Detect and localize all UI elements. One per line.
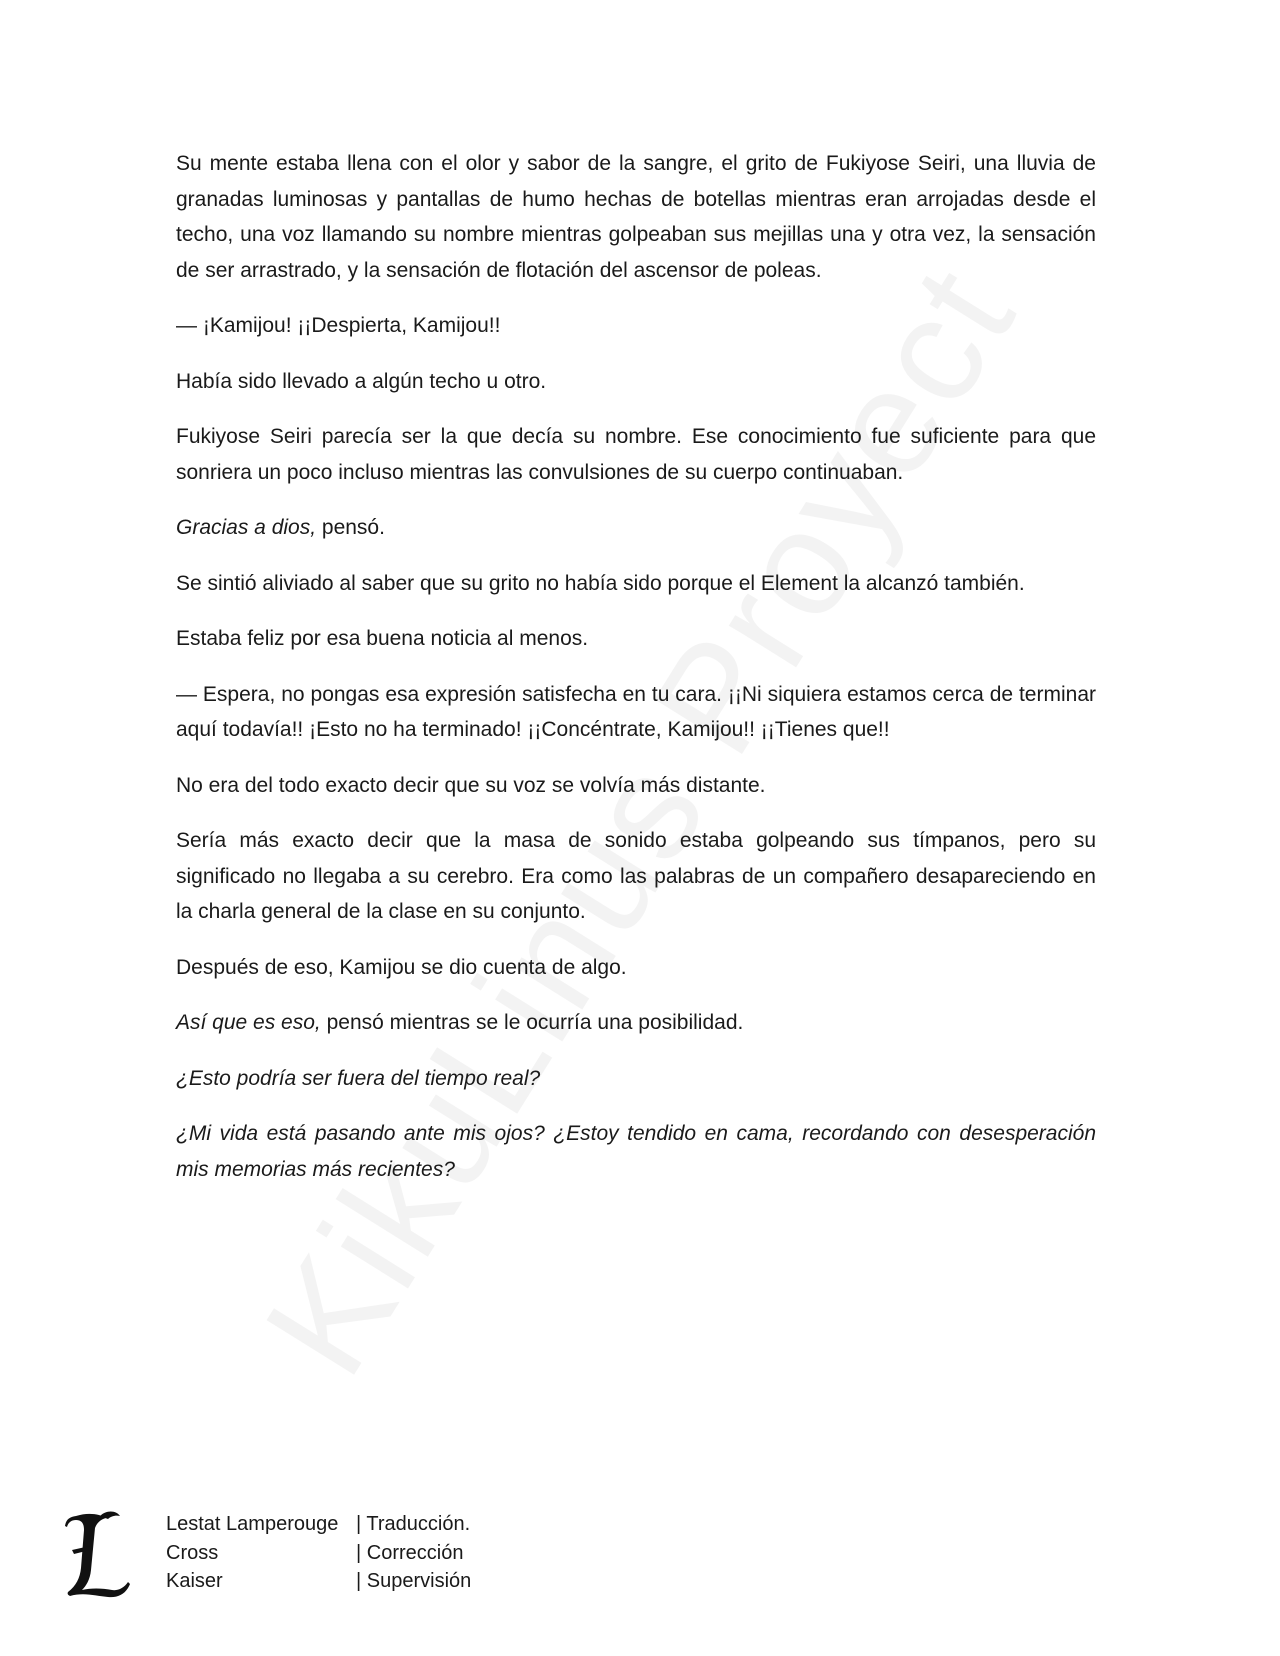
credit-role: | Supervisión (356, 1570, 472, 1592)
paragraph-rest: pensó mientras se le ocurría una posibilidad. (320, 1011, 744, 1034)
paragraph: — Espera, no pongas esa expresión satisfecha en tu cara. ¡¡Ni siquiera estamos cerca de terminar aquí todavía!! ¡Esto no ha terminado! ¡¡Concéntrate, Kamijou!! ¡¡Tienes que!! (176, 682, 1096, 741)
credit-row (166, 1510, 471, 1539)
paragraph: Su mente estaba llena con el olor y sabor de la sangre, el grito de Fukiyose Seiri, una lluvia de granadas luminosas y pantallas de humo hechas de botellas mientras eran arrojadas desde el techo, una voz llamando su nombre mientras golpeaban sus mejillas una y otra vez, la sensación de ser arrastrado, y la sensación de flotación del ascensor de poleas. (176, 152, 1096, 282)
body-text (176, 146, 1096, 1207)
paragraph: Sería más exacto decir que la masa de sonido estaba golpeando sus tímpanos, pero su significado no llegaba a su cerebro. Era como las palabras de un compañero desapareciendo en la charla general de la clase en su conjunto. (176, 829, 1096, 923)
italic-phrase: Así que es eso, (176, 1011, 321, 1034)
credit-row (166, 1539, 471, 1568)
paragraph: No era del todo exacto decir que su voz se volvía más distante. (176, 773, 766, 797)
paragraph (176, 1005, 1096, 1041)
credit-row (166, 1567, 471, 1596)
paragraph: Había sido llevado a algún techo u otro. (176, 369, 547, 393)
credit-role: | Corrección (356, 1541, 464, 1564)
credit-name: Cross (166, 1541, 219, 1564)
paragraph: Después de eso, Kamijou se dio cuenta de algo. (176, 955, 627, 979)
paragraph: Estaba feliz por esa buena noticia al menos. (176, 627, 589, 650)
footer (62, 1510, 562, 1610)
credits-list (166, 1510, 471, 1596)
credit-role: | Traducción. (356, 1513, 471, 1535)
paragraph: — ¡Kamijou! ¡¡Despierta, Kamijou!! (176, 314, 501, 337)
paragraph: Se sintió aliviado al saber que su grito no había sido porque el Element la alcanzó también. (176, 571, 1025, 595)
paragraph-rest: pensó. (316, 516, 385, 539)
paragraph: ¿Esto podría ser fuera del tiempo real? (176, 1066, 541, 1090)
paragraph (176, 510, 1096, 546)
credit-name: Kaiser (166, 1570, 223, 1592)
paragraph: Fukiyose Seiri parecía ser la que decía su nombre. Ese conocimiento fue suficiente para que sonriera un poco incluso mientras las convulsiones de su cuerpo continuaban. (176, 425, 1096, 484)
paragraph: ¿Mi vida está pasando ante mis ojos? ¿Estoy tendido en cama, recordando con desesperación mis memorias más recientes? (176, 1122, 1096, 1181)
italic-phrase: Gracias a dios, (176, 516, 317, 539)
credit-name: Lestat Lamperouge (166, 1513, 339, 1535)
gothic-l-logo-icon (62, 1510, 132, 1600)
